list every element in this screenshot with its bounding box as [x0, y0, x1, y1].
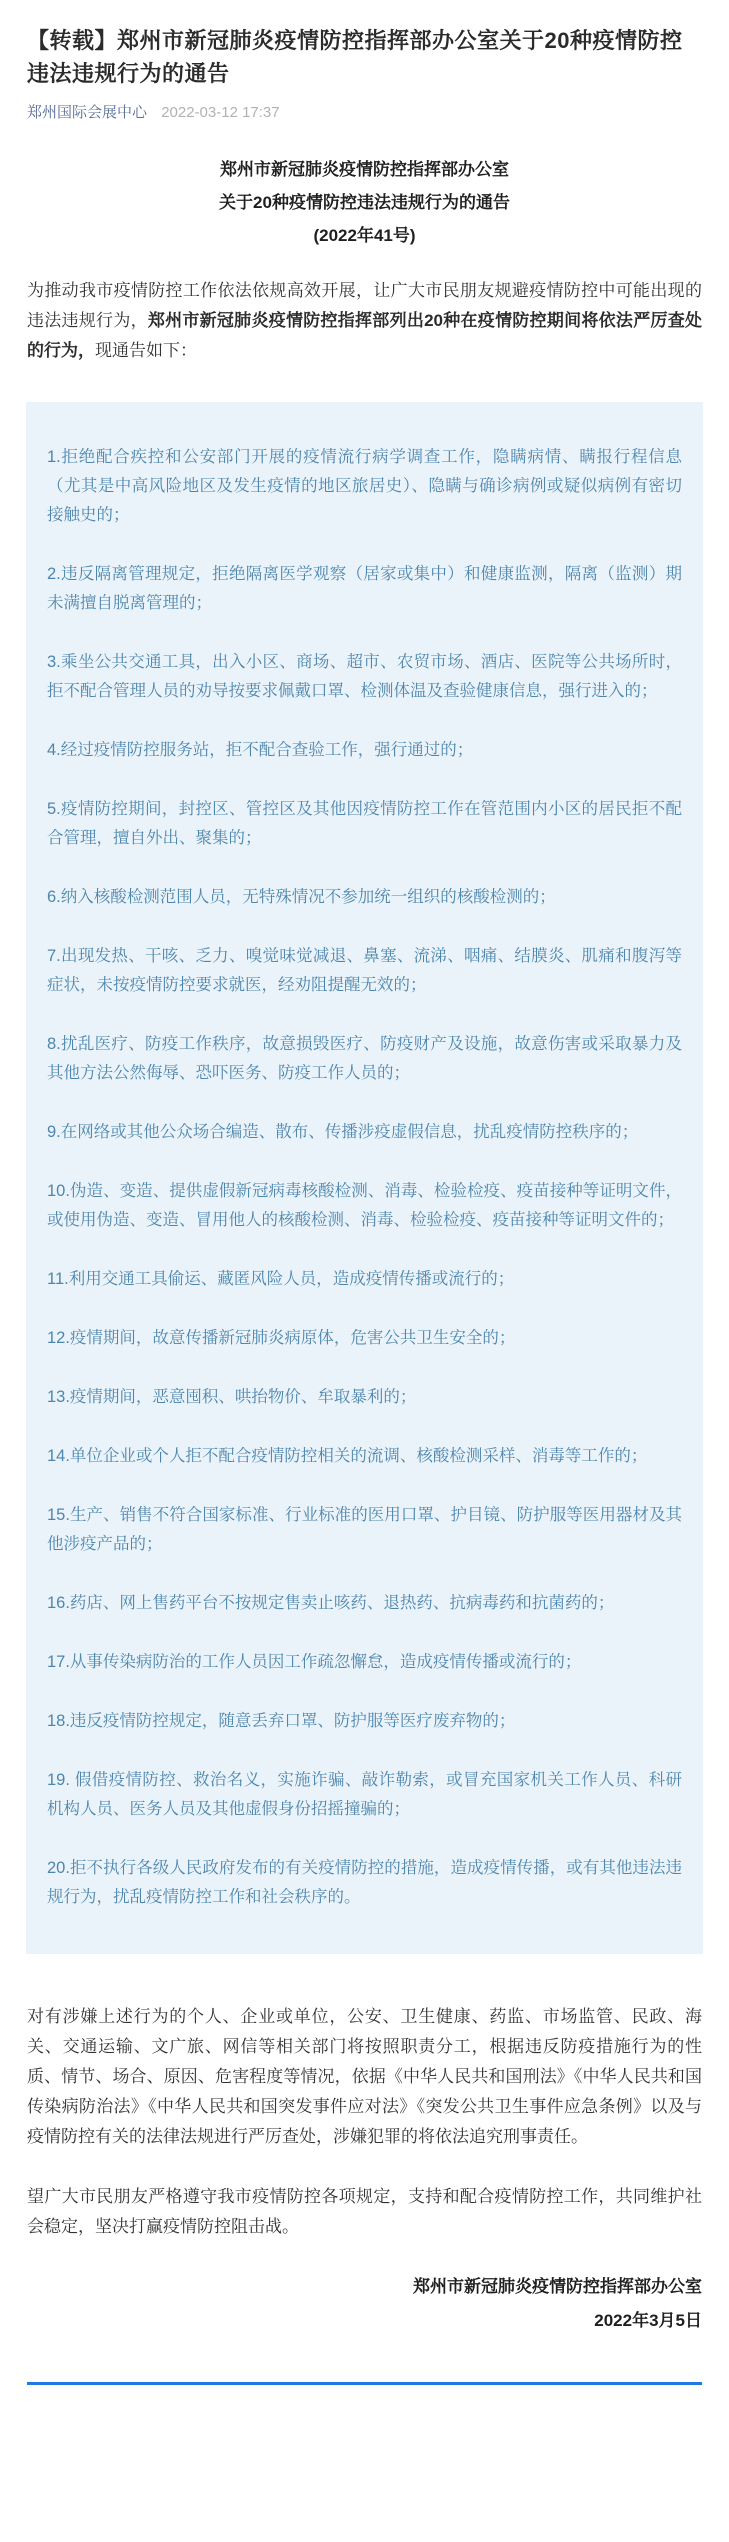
intro-text-after: 现通告如下： — [95, 341, 197, 360]
closing-paragraph-enforcement: 对有涉嫌上述行为的个人、企业或单位，公安、卫生健康、药监、市场监管、民政、海关、交通运输、文广旅、网信等相关部门将按照职责分工，根据违反防疫措施行为的性质、情节、场合、原因、危害程度等情况，依据《中华人民共和国刑法》《中华人民共和国传染病防治法》《中华人民共和国突发事件应对法》《突发公共卫生事件应急条例》以及与疫情防控有关的法律法规进行严厉查处，涉嫌犯罪的将依法追究刑事责任。 — [27, 2007, 702, 2146]
notice-heading-line1: 郑州市新冠肺炎疫情防控指挥部办公室 — [220, 160, 509, 179]
notice-item: 13.疫情期间，恶意囤积、哄抬物价、牟取暴利的； — [47, 1388, 417, 1406]
notice-item: 8.扰乱医疗、防疫工作秩序，故意损毁医疗、防疫财产及设施，故意伤害或采取暴力及其他方法公然侮辱、恐吓医务、防疫工作人员的； — [47, 1035, 682, 1082]
signature-block — [27, 2270, 702, 2338]
article-title: 【转载】郑州市新冠肺炎疫情防控指挥部办公室关于20种疫情防控违法违规行为的通告 — [27, 28, 683, 86]
intro-text-bold: 郑州市新冠肺炎疫情防控指挥部列出20种在疫情防控期间将依法严厉查处的行为， — [27, 311, 702, 360]
closing-paragraph-appeal: 望广大市民朋友严格遵守我市疫情防控各项规定，支持和配合疫情防控工作，共同维护社会稳定，坚决打赢疫情防控阻击战。 — [27, 2187, 702, 2236]
notice-item: 20.拒不执行各级人民政府发布的有关疫情防控的措施，造成疫情传播，或有其他违法违规行为，扰乱疫情防控工作和社会秩序的。 — [47, 1859, 682, 1906]
notice-item: 5.疫情防控期间，封控区、管控区及其他因疫情防控工作在管范围内小区的居民拒不配合管理，擅自外出、聚集的； — [47, 800, 682, 847]
notice-item: 6.纳入核酸检测范围人员，无特殊情况不参加统一组织的核酸检测的； — [47, 888, 556, 906]
notice-item: 12.疫情期间，故意传播新冠肺炎病原体，危害公共卫生安全的； — [47, 1329, 516, 1347]
notice-item: 19. 假借疫情防控、救治名义，实施诈骗、敲诈勒索，或冒充国家机关工作人员、科研机构人员、医务人员及其他虚假身份招摇撞骗的； — [47, 1771, 682, 1818]
notice-heading-line2: 关于20种疫情防控违法违规行为的通告 — [219, 193, 510, 212]
notice-heading-number: (2022年41号) — [313, 226, 416, 245]
signature-organization: 郑州市新冠肺炎疫情防控指挥部办公室 — [413, 2277, 702, 2296]
notice-heading-block — [27, 153, 702, 252]
notice-item: 3.乘坐公共交通工具，出入小区、商场、超市、农贸市场、酒店、医院等公共场所时，拒不配合管理人员的劝导按要求佩戴口罩、检测体温及查验健康信息，强行进入的； — [47, 653, 682, 700]
notice-item: 10.伪造、变造、提供虚假新冠病毒核酸检测、消毒、检验检疫、疫苗接种等证明文件，或使用伪造、变造、冒用他人的核酸检测、消毒、检验检疫、疫苗接种等证明文件的； — [47, 1182, 682, 1229]
notice-item: 14.单位企业或个人拒不配合疫情防控相关的流调、核酸检测采样、消毒等工作的； — [47, 1447, 648, 1465]
notice-item: 17.从事传染病防治的工作人员因工作疏忽懈怠，造成疫情传播或流行的； — [47, 1653, 582, 1671]
notice-item: 18.违反疫情防控规定，随意丢弃口罩、防护服等医疗废弃物的； — [47, 1712, 516, 1730]
notice-item: 1.拒绝配合疾控和公安部门开展的疫情流行病学调查工作，隐瞒病情、瞒报行程信息（尤其是中高风险地区及发生疫情的地区旅居史）、隐瞒与确诊病例或疑似病例有密切接触史的； — [47, 448, 682, 524]
notice-item: 9.在网络或其他公众场合编造、散布、传播涉疫虚假信息，扰乱疫情防控秩序的； — [47, 1123, 639, 1141]
article-meta — [27, 102, 702, 123]
intro-text-before: 为推动我市疫情防控工作依法依规高效开展，让广大市民朋友规避疫情防控中可能出现的违法违规行为， — [27, 281, 702, 330]
notice-item: 16.药店、网上售药平台不按规定售卖止咳药、退热药、抗病毒药和抗菌药的； — [47, 1594, 615, 1612]
notice-item: 2.违反隔离管理规定，拒绝隔离医学观察（居家或集中）和健康监测，隔离（监测）期未满擅自脱离管理的； — [47, 565, 682, 612]
publish-timestamp: 2022-03-12 17:37 — [161, 104, 280, 121]
account-name-link[interactable]: 郑州国际会展中心 — [27, 104, 148, 121]
intro-paragraph — [27, 276, 702, 366]
notice-item: 7.出现发热、干咳、乏力、嗅觉味觉减退、鼻塞、流涕、咽痛、结膜炎、肌痛和腹泻等症状，未按疫情防控要求就医，经劝阻提醒无效的； — [47, 947, 682, 994]
notice-item: 11.利用交通工具偷运、藏匿风险人员，造成疫情传播或流行的； — [47, 1270, 515, 1288]
notice-item: 4.经过疫情防控服务站，拒不配合查验工作，强行通过的； — [47, 741, 474, 759]
notice-item: 15.生产、销售不符合国家标准、行业标准的医用口罩、护目镜、防护服等医用器材及其他涉疫产品的； — [47, 1506, 682, 1553]
signature-date: 2022年3月5日 — [594, 2311, 702, 2330]
notice-items-box — [26, 402, 703, 1954]
bottom-divider — [27, 2382, 702, 2385]
